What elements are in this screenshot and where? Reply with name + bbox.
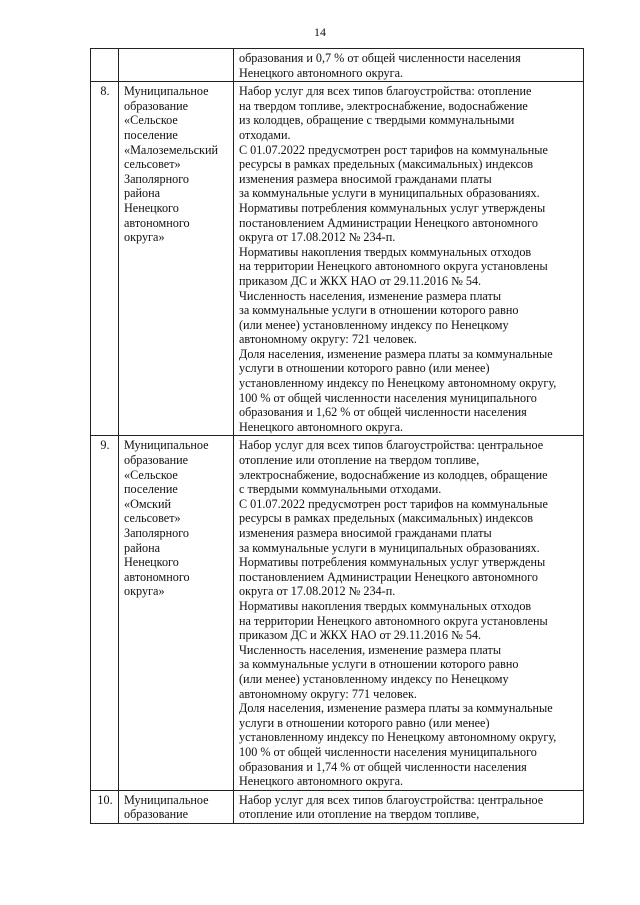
description-line: С 01.07.2022 предусмотрен рост тарифов на коммунальные [239,496,548,511]
municipality-name-line: Ненецкого [124,555,179,570]
description-line: отходами. [239,127,291,142]
row-number-cell: 10. [91,790,119,823]
description-line: С 01.07.2022 предусмотрен рост тарифов на коммунальные [239,142,548,157]
description-line: Нормативы потребления коммунальных услуг утверждены [239,200,546,215]
description-line: автономному округу: 771 человек. [239,686,417,701]
description-line: услуги в отношении которого равно (или менее) [239,361,490,376]
table-row [91,790,584,823]
municipality-name-line: «Сельское [124,467,178,482]
municipality-name-line: округа» [124,584,165,599]
description-line: Численность населения, изменение размера платы [239,288,502,303]
description-line: образования и 0,7 % от общей численности населения [239,51,521,65]
description-line: Доля населения, изменение размера платы за коммунальные [239,346,553,361]
municipality-name-line: образование [124,98,189,113]
municipality-name-line: «Омский [124,496,171,511]
description-line: электроснабжение, водоснабжение из колодцев, обращение [239,467,548,482]
description-line: изменения размера вносимой гражданами платы [239,526,492,540]
description-line: Набор услуг для всех типов благоустройства: центральное [239,438,544,453]
description-line: отопление или отопление на твердом топливе, [239,453,480,468]
description-line: приказом ДС и ЖКХ НАО от 29.11.2016 № 54. [239,273,482,288]
municipality-name-cell [119,790,234,823]
municipality-name-line: Ненецкого [124,200,179,215]
description-line: автономному округу: 721 человек. [239,332,417,347]
municipality-name-line: «Малоземельский [124,142,218,157]
description-line: Нормативы накопления твердых коммунальных отходов [239,244,532,259]
description-line: услуги в отношении которого равно (или менее) [239,715,490,730]
municipality-name-line: Заполярного [124,526,189,540]
table-body [91,49,584,824]
row-number-cell: 9. [91,436,119,790]
municipality-name-line: сельсовет» [124,511,181,526]
services-description-cell [234,436,584,790]
description-line: приказом ДС и ЖКХ НАО от 29.11.2016 № 54. [239,628,482,643]
municipality-name-line: сельсовет» [124,157,181,172]
description-line: (или менее) установленному индексу по Ненецкому [239,317,509,332]
municipality-name-line: «Сельское [124,113,178,128]
description-line: образования и 1,74 % от общей численности населения [239,759,527,774]
description-line: на территории Ненецкого автономного округа установлены [239,259,548,274]
municipality-name-line: автономного [124,569,190,584]
description-line: Нормативы потребления коммунальных услуг утверждены [239,555,546,570]
municipality-name-line: автономного [124,215,190,230]
description-line: округа от 17.08.2012 № 234-п. [239,230,396,245]
description-line: за коммунальные услуги в отношении которого равно [239,657,519,672]
description-line: Доля населения, изменение размера платы за коммунальные [239,701,553,716]
description-line: постановлением Администрации Ненецкого автономного [239,215,538,230]
description-line: ресурсы в рамках предельных (максимальных) индексов [239,511,534,526]
description-line: за коммунальные услуги в муниципальных образованиях. [239,186,540,201]
municipality-name-cell [119,82,234,436]
description-line: на твердом топливе, электроснабжение, водоснабжение [239,98,528,113]
services-description-cell [234,82,584,436]
description-line: изменения размера вносимой гражданами платы [239,171,492,186]
description-line: 100 % от общей численности населения муниципального [239,744,537,759]
municipality-name-line: района [124,540,161,555]
municipality-name-line: округа» [124,230,165,245]
municipality-name-line: Муниципальное [124,792,209,807]
description-line: Ненецкого автономного округа. [239,774,404,789]
municipality-name-line: Муниципальное [124,438,209,453]
row-number-cell [91,49,119,82]
services-description-cell [234,790,584,823]
municipality-name-line: Заполярного [124,171,189,186]
description-line: Ненецкого автономного округа. [239,65,404,80]
municipality-name-line: района [124,186,161,201]
municipality-name-line: поселение [124,482,178,497]
description-line: Набор услуг для всех типов благоустройства: центральное [239,792,544,807]
description-line: из колодцев, обращение с твердыми коммунальными [239,113,515,128]
description-line: Численность населения, изменение размера платы [239,642,502,657]
description-line: с твердыми коммунальными отходами. [239,482,442,497]
row-number-cell: 8. [91,82,119,436]
description-line: постановлением Администрации Ненецкого автономного [239,569,538,584]
municipality-name-line: образование [124,807,189,822]
description-line: (или менее) установленному индексу по Ненецкому [239,671,509,686]
table-row [91,82,584,436]
municipality-name-line: поселение [124,127,178,142]
description-line: округа от 17.08.2012 № 234-п. [239,584,396,599]
municipality-name-line: Муниципальное [124,84,209,99]
municipality-name-cell [119,49,234,82]
services-description-cell [234,49,584,82]
tariff-table [90,48,584,824]
description-line: установленному индексу по Ненецкому автономному округу, [239,730,557,745]
table-row [91,49,584,82]
description-line: ресурсы в рамках предельных (максимальных) индексов [239,157,534,172]
description-line: за коммунальные услуги в муниципальных образованиях. [239,540,540,555]
description-line: отопление или отопление на твердом топливе, [239,807,480,822]
municipality-name-line: образование [124,453,189,468]
description-line: Нормативы накопления твердых коммунальных отходов [239,598,532,613]
description-line: установленному индексу по Ненецкому автономному округу, [239,376,557,391]
table-row [91,436,584,790]
description-line: за коммунальные услуги в отношении которого равно [239,303,519,318]
municipality-name-cell [119,436,234,790]
description-line: Ненецкого автономного округа. [239,419,404,434]
description-line: 100 % от общей численности населения муниципального [239,390,537,405]
page-number: 14 [314,25,326,39]
description-line: Набор услуг для всех типов благоустройства: отопление [239,84,532,99]
description-line: образования и 1,62 % от общей численности населения [239,405,527,420]
description-line: на территории Ненецкого автономного округа установлены [239,613,548,628]
